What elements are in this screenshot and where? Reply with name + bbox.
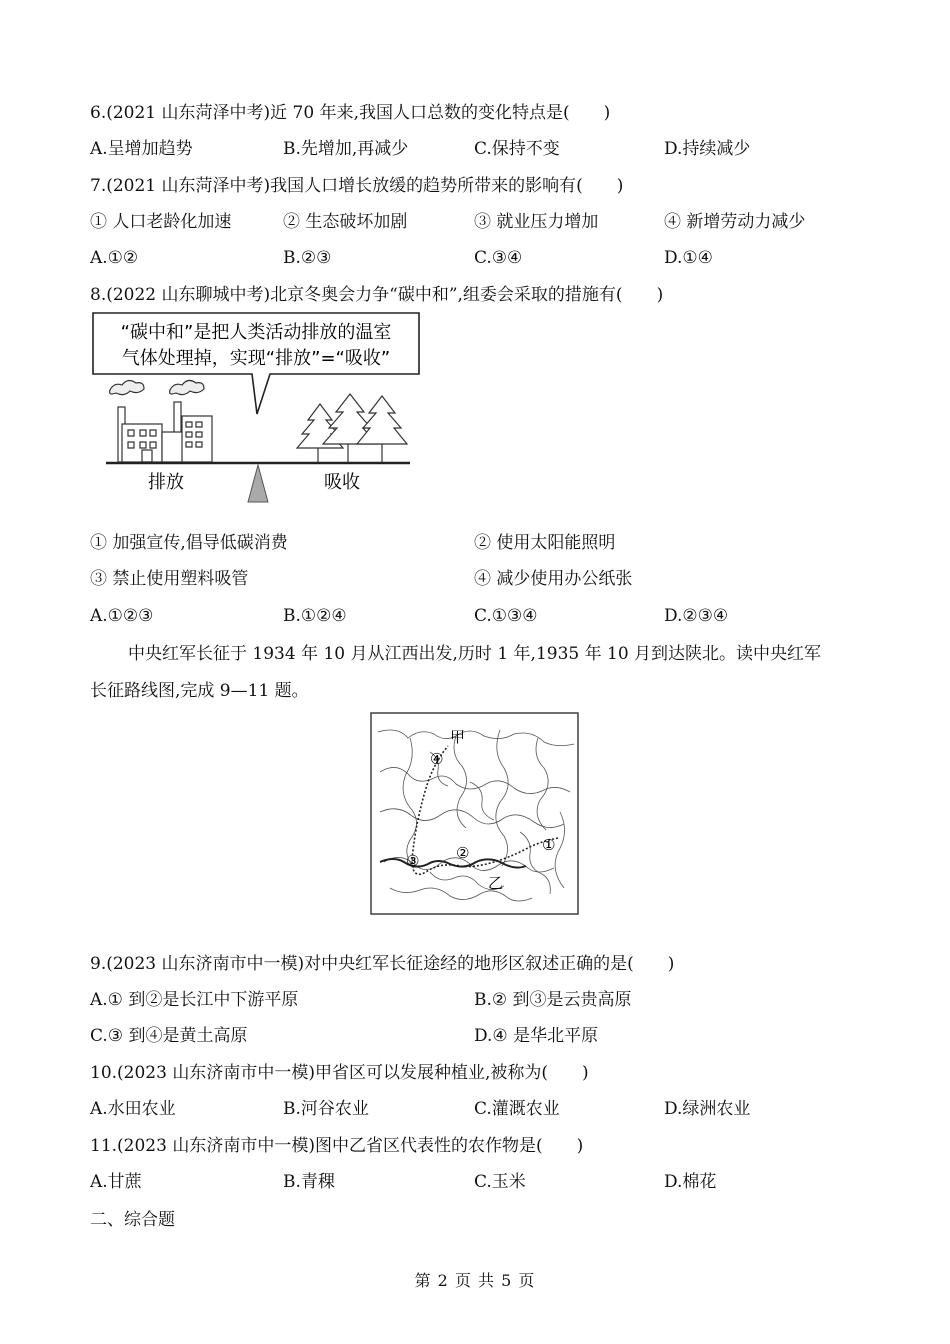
emission-label: 排放 bbox=[148, 472, 184, 493]
factory-icon bbox=[110, 380, 212, 462]
intro-line-2: 长征路线图,完成 9—11 题。 bbox=[90, 681, 309, 701]
q8-item-3: ③ 禁止使用塑料吸管 bbox=[90, 569, 249, 589]
q6-option-d: D.持续减少 bbox=[664, 139, 751, 159]
q6-option-b: B.先增加,再减少 bbox=[283, 139, 409, 159]
q7-option-b: B.②③ bbox=[283, 248, 332, 268]
map-marker-2: ② bbox=[456, 844, 470, 862]
q11-option-d: D.棉花 bbox=[664, 1172, 717, 1192]
q8-option-a: A.①②③ bbox=[90, 606, 154, 626]
q8-item-2: ② 使用太阳能照明 bbox=[474, 533, 616, 553]
q7-item-4: ④ 新增劳动力减少 bbox=[664, 212, 806, 232]
q9-stem: 9.(2023 山东济南市中一模)对中央红军长征途经的地形区叙述正确的是( ) bbox=[90, 954, 675, 974]
page-footer: 第 2 页 共 5 页 bbox=[414, 1271, 536, 1290]
q7-stem: 7.(2021 山东菏泽中考)我国人口增长放缓的趋势所带来的影响有( ) bbox=[90, 176, 624, 196]
map-marker-3: ③ bbox=[406, 852, 420, 870]
q7-item-1: ① 人口老龄化加速 bbox=[90, 212, 232, 232]
q10-option-a: A.水田农业 bbox=[90, 1099, 176, 1119]
q11-option-b: B.青稞 bbox=[283, 1172, 335, 1192]
q9-option-a: A.① 到②是长江中下游平原 bbox=[90, 990, 299, 1010]
q10-option-d: D.绿洲农业 bbox=[664, 1099, 751, 1119]
absorption-label: 吸收 bbox=[324, 472, 360, 493]
q9-option-c: C.③ 到④是黄土高原 bbox=[90, 1026, 248, 1046]
q6-option-c: C.保持不变 bbox=[474, 139, 560, 159]
section-heading: 二、综合题 bbox=[90, 1210, 175, 1230]
q7-item-3: ③ 就业压力增加 bbox=[474, 212, 599, 232]
q11-stem: 11.(2023 山东济南市中一模)图中乙省区代表性的农作物是( ) bbox=[90, 1136, 584, 1156]
map-label-yi: 乙 bbox=[488, 874, 504, 892]
bubble-line-2: 气体处理掉，实现“排放”=“吸收” bbox=[121, 348, 391, 369]
carbon-neutral-figure bbox=[92, 312, 422, 512]
long-march-map bbox=[370, 712, 580, 916]
q8-option-c: C.①③④ bbox=[474, 606, 538, 626]
trees-icon bbox=[297, 394, 407, 462]
q9-option-b: B.② 到③是云贵高原 bbox=[474, 990, 632, 1010]
map-marker-1: ① bbox=[542, 836, 556, 854]
q10-stem: 10.(2023 山东济南市中一模)甲省区可以发展种植业,被称为( ) bbox=[90, 1063, 589, 1083]
q9-option-d: D.④ 是华北平原 bbox=[474, 1026, 599, 1046]
q8-option-d: D.②③④ bbox=[664, 606, 729, 626]
q8-item-1: ① 加强宣传,倡导低碳消费 bbox=[90, 533, 288, 553]
q7-option-a: A.①② bbox=[90, 248, 139, 268]
q8-stem: 8.(2022 山东聊城中考)北京冬奥会力争“碳中和”,组委会采取的措施有( ) bbox=[90, 285, 664, 305]
fulcrum bbox=[248, 465, 268, 502]
intro-line-1: 中央红军长征于 1934 年 10 月从江西出发,历时 1 年,1935 年 10 月到达陕北。读中央红军 bbox=[128, 644, 822, 664]
q11-option-a: A.甘蔗 bbox=[90, 1172, 142, 1192]
q6-option-a: A.呈增加趋势 bbox=[90, 139, 193, 159]
bubble-line-1: “碳中和”是把人类活动排放的温室 bbox=[120, 322, 392, 343]
q11-option-c: C.玉米 bbox=[474, 1172, 526, 1192]
q10-option-b: B.河谷农业 bbox=[283, 1099, 369, 1119]
q8-option-b: B.①②④ bbox=[283, 606, 347, 626]
map-label-jia: 甲 bbox=[450, 728, 466, 746]
q10-option-c: C.灌溉农业 bbox=[474, 1099, 560, 1119]
q7-item-2: ② 生态破坏加剧 bbox=[283, 212, 408, 232]
q6-stem: 6.(2021 山东菏泽中考)近 70 年来,我国人口总数的变化特点是( ) bbox=[90, 103, 611, 123]
q7-option-c: C.③④ bbox=[474, 248, 523, 268]
map-marker-4: ④ bbox=[430, 750, 444, 768]
q8-item-4: ④ 减少使用办公纸张 bbox=[474, 569, 633, 589]
q7-option-d: D.①④ bbox=[664, 248, 713, 268]
